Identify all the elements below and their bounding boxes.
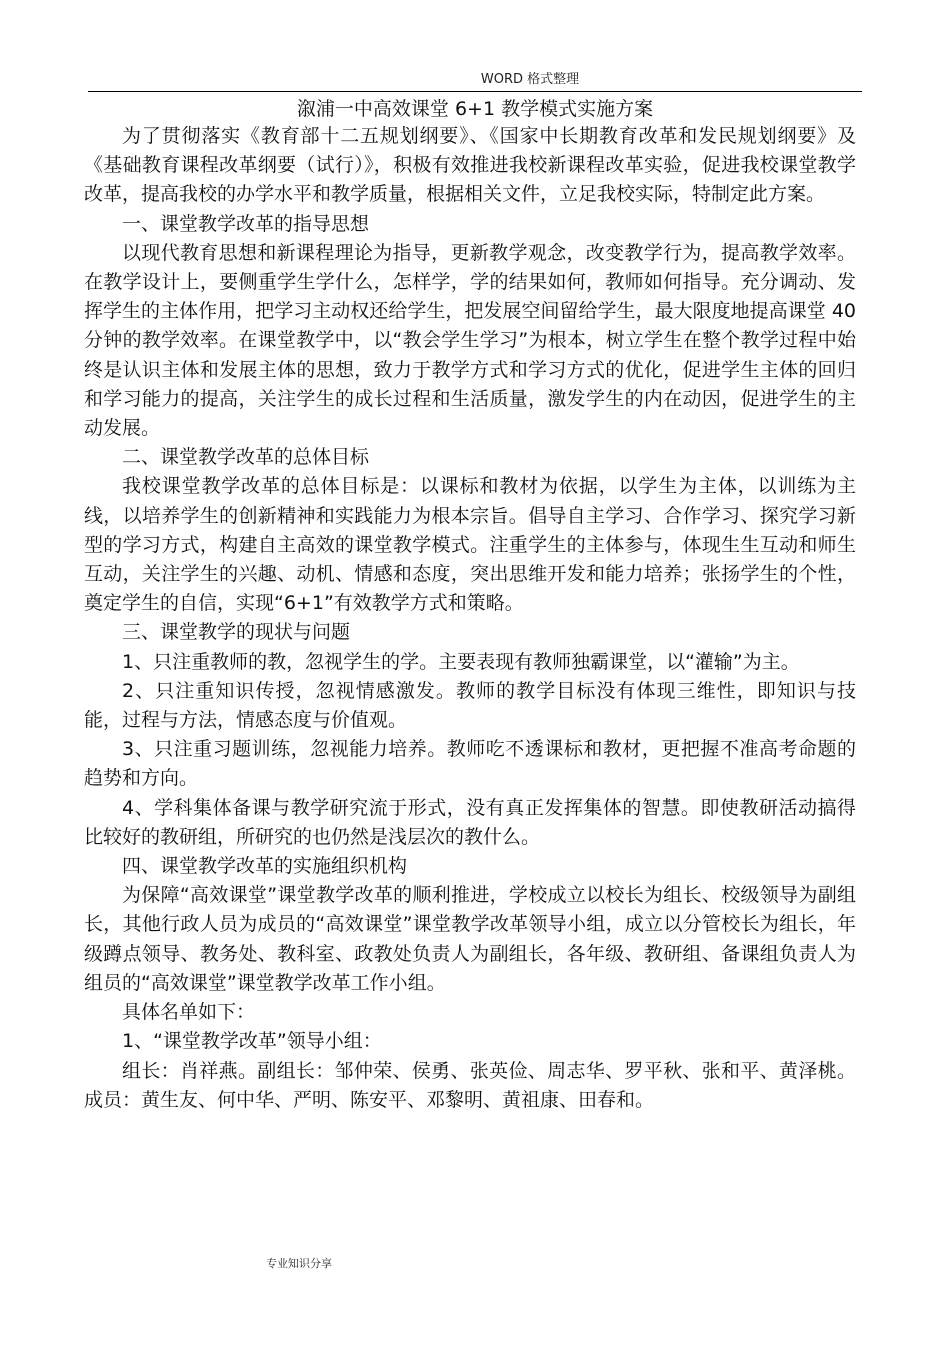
list-item: 2、只注重知识传授，忽视情感激发。教师的教学目标没有体现三维性，即知识与技能，过程与方法，情感态度与价值观。 <box>84 679 856 732</box>
section-heading: 一、课堂教学改革的指导思想 <box>122 212 370 235</box>
body-paragraph: 具体名单如下： <box>122 1001 256 1024</box>
document-title: 溆浦一中高效课堂 6+1 教学模式实施方案 <box>296 98 654 120</box>
body-paragraph: 我校课堂教学改革的总体目标是：以课标和教材为依据，以学生为主体，以训练为主线，以培养学生的创新精神和实践能力为根本宗旨。倡导自主学习、合作学习、探究学习新型的学习方式，构建自主高效的课堂教学模式。注重学生的主体参与，体现生生互动和师生互动，关注学生的兴趣、动机、情感和态度，突出思维开发和能力培养；张扬学生的个性，奠定学生的自信，实现“6+1”有效教学方式和策略。 <box>84 475 856 615</box>
header-divider <box>88 91 862 92</box>
section-heading: 二、课堂教学改革的总体目标 <box>122 446 370 469</box>
body-paragraph: 组长：肖祥燕。副组长：邹仲荣、侯勇、张英俭、周志华、罗平秋、张和平、黄泽桃。成员：黄生友、何中华、严明、陈安平、邓黎明、黄祖康、田春和。 <box>84 1059 856 1111</box>
section-heading: 四、课堂教学改革的实施组织机构 <box>122 855 408 878</box>
section-heading: 三、课堂教学的现状与问题 <box>122 621 351 644</box>
list-item: 1、只注重教师的教，忽视学生的学。主要表现有教师独霸课堂，以“灌输”为主。 <box>122 650 800 673</box>
body-paragraph: 为保障“高效课堂”课堂教学改革的顺利推进，学校成立以校长为组长、校级领导为副组长，其他行政人员为成员的“高效课堂”课堂教学改革领导小组，成立以分管校长为组长，年级蹲点领导、教务处、教科室、政教处负责人为副组长，各年级、教研组、备课组负责人为组员的“高效课堂”课堂教学改革工作小组。 <box>84 884 856 994</box>
document-body <box>84 122 856 1115</box>
page-header <box>0 68 950 87</box>
list-item: 3、只注重习题训练，忽视能力培养。教师吃不透课标和教材，更把握不准高考命题的趋势和方向。 <box>84 738 856 790</box>
intro-paragraph: 为了贯彻落实《教育部十二五规划纲要》、《国家中长期教育改革和发民规划纲要》及《基础教育课程改革纲要（试行）》，积极有效推进我校新课程改革实验，促进我校课堂教学改革，提高我校的办学水平和教学质量，根据相关文件，立足我校实际，特制定此方案。 <box>84 125 856 206</box>
list-item: 1、“课堂教学改革”领导小组： <box>122 1030 382 1053</box>
header-label: WORD 格式整理 <box>480 72 580 87</box>
page-footer: 专业知识分享 <box>266 1257 332 1270</box>
list-item: 4、学科集体备课与教学研究流于形式，没有真正发挥集体的智慧。即使教研活动搞得比较好的教研组，所研究的也仍然是浅层次的教什么。 <box>84 796 856 848</box>
body-paragraph: 以现代教育思想和新课程理论为指导，更新教学观念，改变教学行为，提高教学效率。在教学设计上，要侧重学生学什么，怎样学，学的结果如何，教师如何指导。充分调动、发挥学生的主体作用，把学习主动权还给学生，把发展空间留给学生，最大限度地提高课堂 40 分钟的教学效率。在课堂教学中，以“教会学生学习”为根本，树立学生在整个教学过程中始终是认识主体和发展主体的思想，致力于教学方式和学习方式的优化，促进学生主体的回归和学习能力的提高，关注学生的成长过程和生活质量，激发学生的内在动因，促进学生的主动发展。 <box>84 241 856 440</box>
